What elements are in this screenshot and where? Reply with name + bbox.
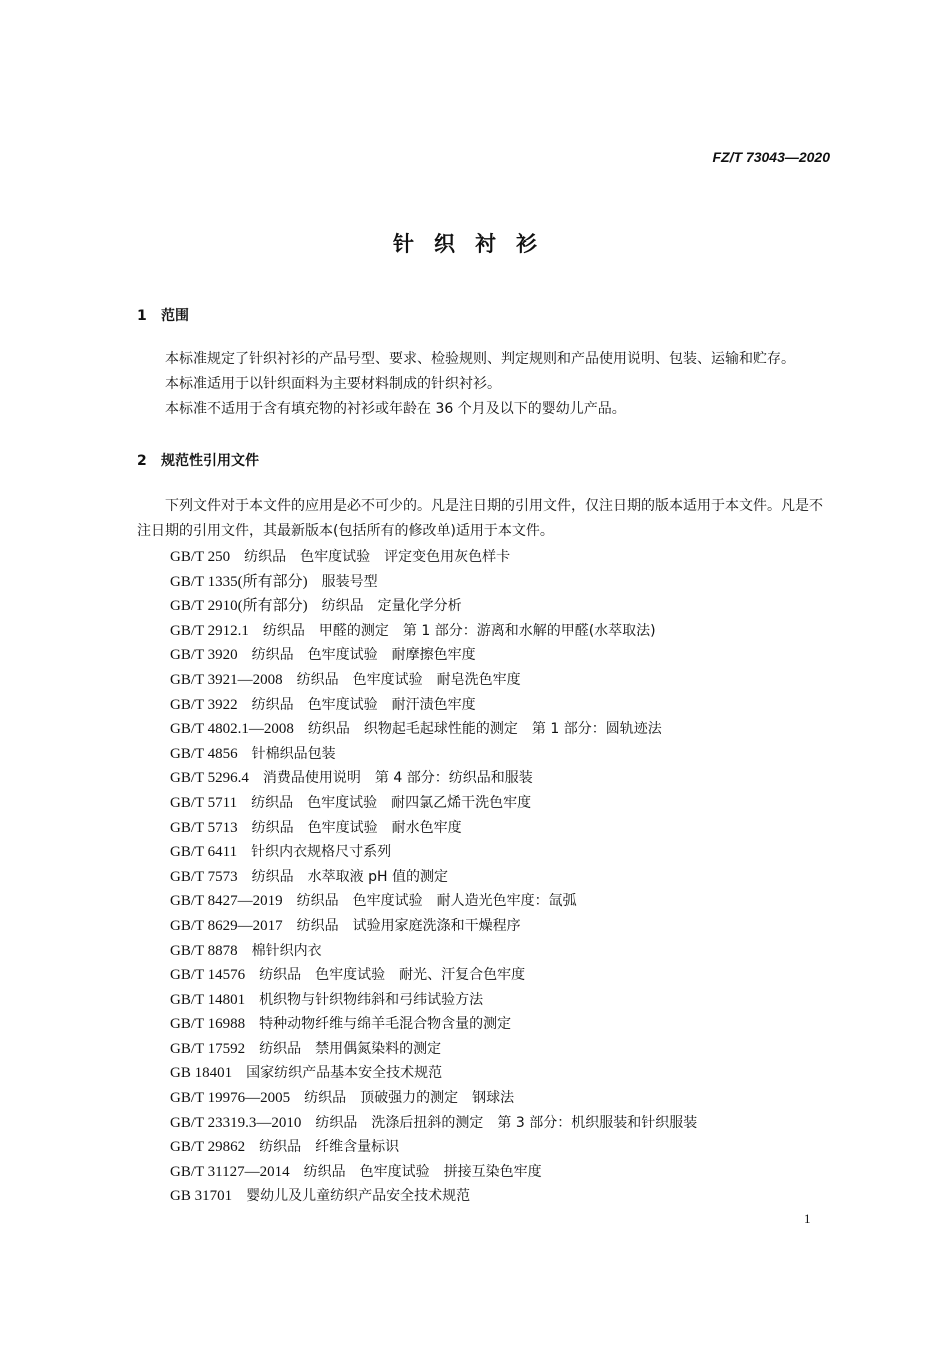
reference-code: GB/T 3922	[170, 696, 238, 713]
reference-code: GB/T 5713	[170, 819, 238, 836]
reference-title: 纺织品 试验用家庭洗涤和干燥程序	[296, 917, 521, 934]
reference-code: GB/T 8629—2017	[170, 917, 283, 934]
reference-title: 服装号型	[321, 573, 378, 590]
reference-code: GB/T 3921—2008	[170, 671, 283, 688]
reference-title: 纺织品 甲醛的测定 第 1 部分：游离和水解的甲醛(水萃取法)	[262, 622, 656, 639]
reference-code: GB/T 31127—2014	[170, 1163, 290, 1180]
reference-item	[170, 988, 697, 1013]
reference-title: 纺织品 色牢度试验 耐人造光色牢度：氙弧	[296, 893, 577, 910]
reference-title: 纺织品 色牢度试验 拼接互染色牢度	[303, 1163, 542, 1180]
reference-item	[170, 914, 697, 939]
reference-code: GB/T 29862	[170, 1139, 246, 1156]
reference-title: 纺织品 色牢度试验 耐光、汗复合色牢度	[259, 967, 526, 984]
reference-title: 国家纺织产品基本安全技术规范	[246, 1065, 443, 1082]
reference-title: 纺织品 织物起毛起球性能的测定 第 1 部分：圆轨迹法	[307, 721, 662, 738]
reference-item	[170, 643, 697, 668]
standard-code: FZ/T 73043—2020	[712, 149, 830, 165]
reference-item	[170, 1135, 697, 1160]
page-number: 1	[804, 1211, 811, 1226]
reference-code: GB/T 5296.4	[170, 770, 249, 787]
reference-item	[170, 1037, 697, 1062]
paragraph: 下列文件对于本文件的应用是必不可少的。凡是注日期的引用文件，仅注日期的版本适用于本文件。凡是不注日期的引用文件，其最新版本(包括所有的修改单)适用于本文件。	[137, 498, 823, 539]
reference-title: 特种动物纤维与绵羊毛混合物含量的测定	[259, 1016, 512, 1033]
reference-item	[170, 693, 697, 718]
reference-title: 纺织品 色牢度试验 耐摩擦色牢度	[251, 647, 476, 664]
section-number: 1	[137, 308, 147, 324]
reference-title: 纺织品 纤维含量标识	[259, 1139, 400, 1156]
reference-item	[170, 668, 697, 693]
reference-title: 纺织品 色牢度试验 耐四氯乙烯干洗色牢度	[251, 794, 532, 811]
reference-code: GB/T 17592	[170, 1040, 246, 1057]
reference-code: GB 31701	[170, 1188, 233, 1205]
reference-code: GB/T 14576	[170, 967, 246, 984]
reference-item	[170, 1111, 697, 1136]
reference-title: 婴幼儿及儿童纺织产品安全技术规范	[246, 1188, 471, 1205]
reference-code: GB/T 7573	[170, 868, 238, 885]
reference-item	[170, 1012, 697, 1037]
section-1-body	[137, 347, 833, 422]
reference-code: GB/T 16988	[170, 1016, 246, 1033]
reference-code: GB/T 250	[170, 549, 231, 565]
section-2-body	[137, 494, 833, 544]
reference-code: GB/T 14801	[170, 991, 246, 1008]
section-number: 2	[137, 453, 147, 469]
reference-title: 纺织品 顶破强力的测定 钢球法	[304, 1090, 515, 1107]
reference-code: GB/T 2912.1	[170, 622, 249, 639]
reference-item	[170, 791, 697, 816]
reference-item	[170, 1086, 697, 1111]
reference-code: GB/T 5711	[170, 794, 238, 811]
document-title: 针织衬衫	[393, 232, 557, 256]
reference-title: 纺织品 色牢度试验 耐皂洗色牢度	[296, 671, 521, 688]
reference-title: 机织物与针织物纬斜和弓纬试验方法	[259, 991, 484, 1008]
reference-item	[170, 889, 697, 914]
reference-code: GB/T 8427—2019	[170, 893, 283, 910]
reference-item	[170, 939, 697, 964]
reference-title: 纺织品 定量化学分析	[321, 598, 462, 615]
section-title: 范围	[161, 308, 189, 324]
reference-title: 纺织品 色牢度试验 耐水色牢度	[251, 819, 462, 836]
reference-code: GB/T 3920	[170, 647, 238, 664]
paragraph: 本标准不适用于含有填充物的衬衫或年龄在 36 个月及以下的婴幼儿产品。	[165, 401, 626, 417]
reference-code: GB/T 8878	[170, 942, 238, 959]
reference-title: 纺织品 禁用偶氮染料的测定	[259, 1040, 442, 1057]
reference-code: GB/T 4802.1—2008	[170, 721, 294, 738]
reference-title: 针织内衣规格尺寸系列	[251, 844, 392, 861]
reference-title: 棉针织内衣	[251, 942, 322, 959]
reference-item	[170, 545, 697, 570]
reference-item	[170, 816, 697, 841]
reference-item	[170, 1184, 697, 1209]
reference-title: 纺织品 色牢度试验 评定变色用灰色样卡	[244, 549, 511, 565]
reference-code: GB 18401	[170, 1065, 233, 1082]
section-2-heading	[137, 450, 259, 470]
reference-item	[170, 1160, 697, 1185]
reference-item	[170, 570, 697, 595]
reference-code: GB/T 23319.3—2010	[170, 1114, 302, 1131]
reference-code: GB/T 1335(所有部分)	[170, 573, 308, 590]
reference-title: 纺织品 水萃取液 pH 值的测定	[251, 868, 448, 885]
reference-item	[170, 717, 697, 742]
reference-item	[170, 619, 697, 644]
reference-code: GB/T 19976—2005	[170, 1090, 291, 1107]
reference-code: GB/T 6411	[170, 844, 238, 861]
paragraph: 本标准规定了针织衬衫的产品号型、要求、检验规则、判定规则和产品使用说明、包装、运输和贮存。	[165, 351, 795, 367]
reference-item	[170, 840, 697, 865]
reference-item	[170, 865, 697, 890]
reference-code: GB/T 2910(所有部分)	[170, 598, 308, 615]
reference-title: 消费品使用说明 第 4 部分：纺织品和服装	[262, 770, 533, 787]
normative-references-list	[170, 545, 697, 1209]
reference-code: GB/T 4856	[170, 745, 238, 762]
reference-item	[170, 766, 697, 791]
reference-title: 针棉织品包装	[251, 745, 336, 762]
reference-item	[170, 742, 697, 767]
section-1-heading	[137, 305, 189, 325]
section-title: 规范性引用文件	[161, 453, 259, 469]
reference-item	[170, 963, 697, 988]
reference-title: 纺织品 洗涤后扭斜的测定 第 3 部分：机织服装和针织服装	[315, 1114, 698, 1131]
reference-item	[170, 1061, 697, 1086]
reference-item	[170, 594, 697, 619]
paragraph: 本标准适用于以针织面料为主要材料制成的针织衬衫。	[165, 376, 501, 392]
reference-title: 纺织品 色牢度试验 耐汗渍色牢度	[251, 696, 476, 713]
